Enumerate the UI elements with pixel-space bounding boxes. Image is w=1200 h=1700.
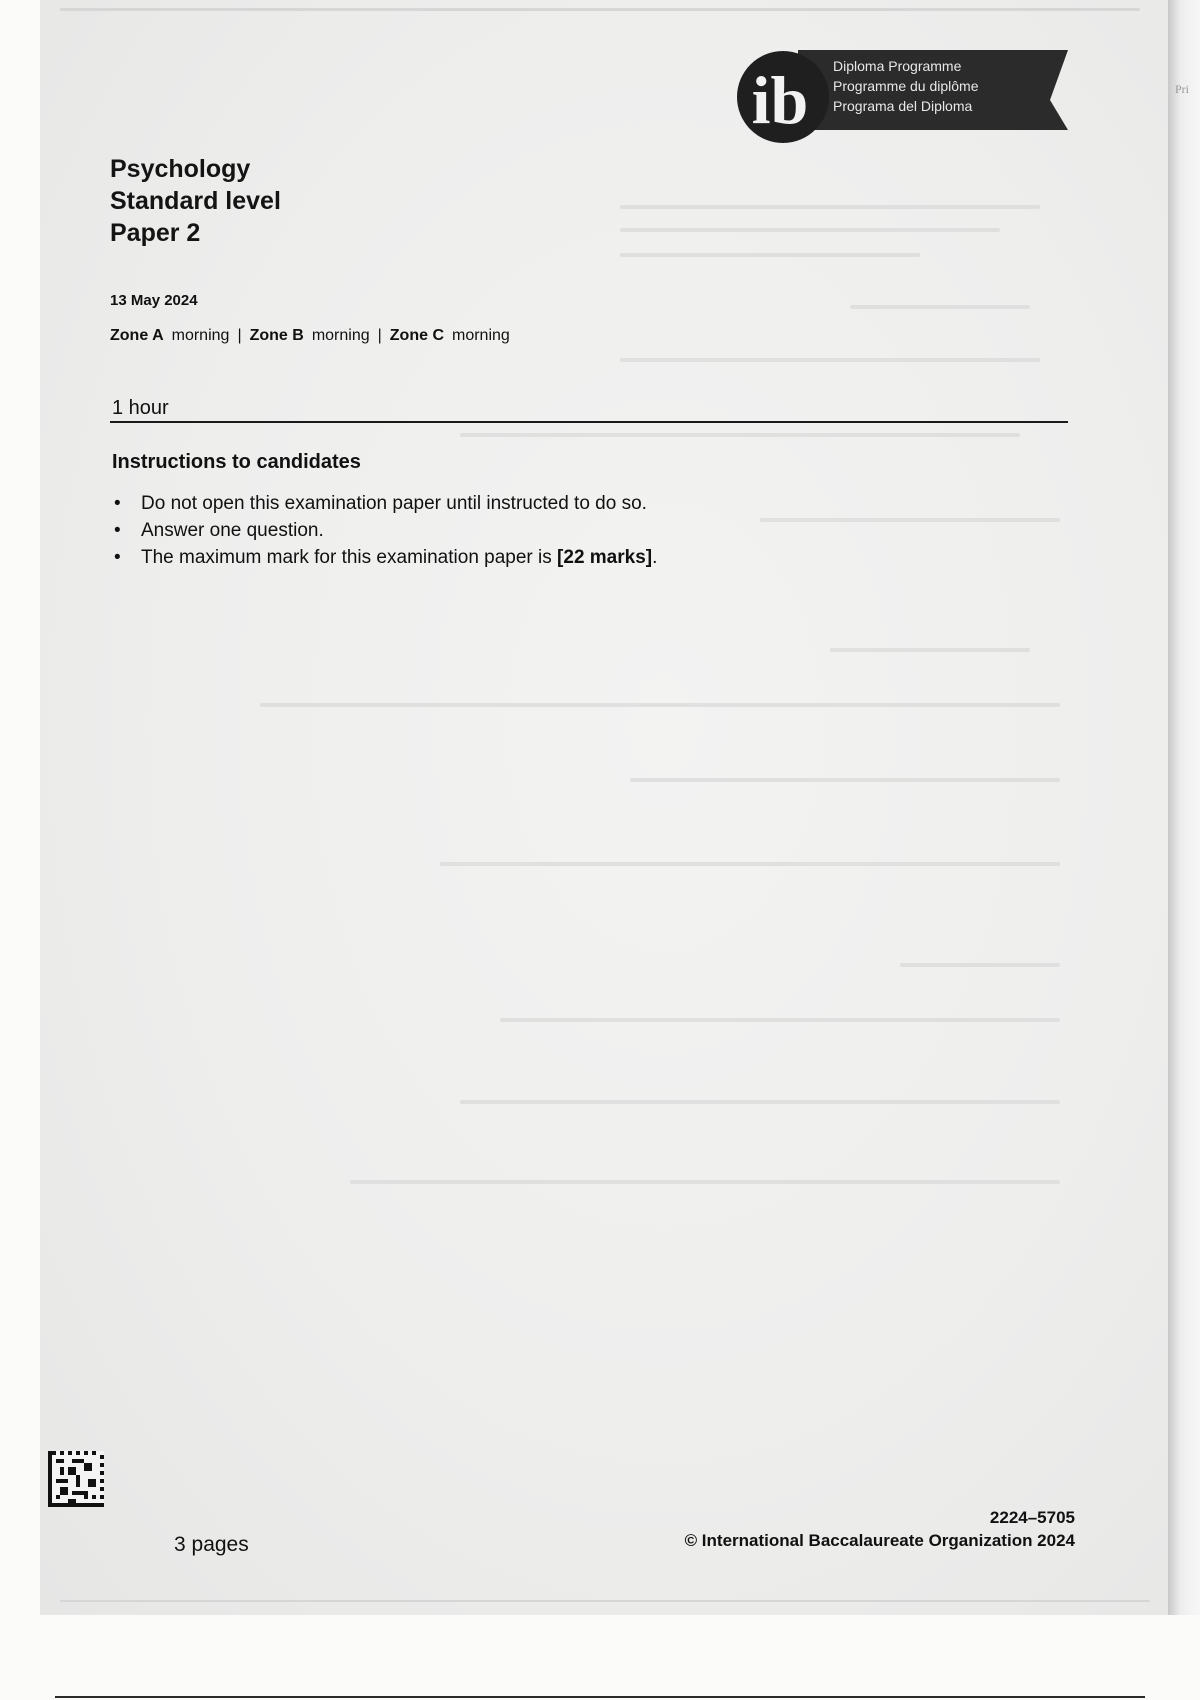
show-through-text <box>620 205 1040 209</box>
divider-rule <box>110 421 1068 423</box>
show-through-text <box>830 648 1030 652</box>
show-through-text <box>460 433 1020 437</box>
level: Standard level <box>110 187 281 215</box>
copyright-notice: © International Baccalaureate Organization 2024 <box>684 1531 1075 1550</box>
paper-code: 2224–5705 <box>989 1508 1075 1527</box>
show-through-text <box>760 518 1060 522</box>
page-count: 3 pages <box>174 1533 249 1556</box>
subject: Psychology <box>110 155 251 183</box>
zone-time: morning <box>311 327 370 344</box>
instruction-item: • Do not open this examination paper until instructed to do so. <box>112 490 657 517</box>
zone-time: morning <box>171 327 230 344</box>
scan-bottom-line <box>55 1696 1145 1698</box>
logo-line-1: Diploma Programme <box>833 58 962 74</box>
show-through-text <box>620 253 920 257</box>
zone-separator: | <box>237 327 242 344</box>
zone-times <box>110 327 510 345</box>
show-through-text <box>350 1180 1060 1184</box>
show-through-text <box>260 703 1060 707</box>
max-marks: [22 marks] <box>557 547 653 568</box>
scan-artifact <box>60 1600 1150 1602</box>
zone-label: Zone A <box>110 327 164 344</box>
exam-date: 13 May 2024 <box>110 292 198 309</box>
logo-line-2: Programme du diplôme <box>833 78 979 94</box>
show-through-text <box>460 1100 1060 1104</box>
instruction-item <box>112 544 657 571</box>
instructions-heading: Instructions to candidates <box>112 451 361 473</box>
zone-label: Zone C <box>389 327 444 344</box>
datamatrix-barcode <box>48 1451 104 1507</box>
instruction-text: The maximum mark for this examination paper is <box>141 547 558 568</box>
instruction-item: • Answer one question. <box>112 517 657 544</box>
show-through-text <box>500 1018 1060 1022</box>
instructions-list <box>112 490 657 571</box>
show-through-text <box>620 228 1000 232</box>
paper-title <box>110 153 281 249</box>
scan-artifact <box>60 8 1140 11</box>
paper-number: Paper 2 <box>110 219 201 247</box>
show-through-text <box>440 862 1060 866</box>
zone-label: Zone B <box>249 327 304 344</box>
logo-line-3: Programa del Diploma <box>833 98 973 114</box>
adjacent-page-text: Pri <box>1175 82 1190 96</box>
show-through-text <box>850 305 1030 309</box>
instruction-text-end: . <box>652 547 658 568</box>
show-through-text <box>900 963 1060 967</box>
ib-diploma-programme-logo <box>728 45 1068 145</box>
exam-duration: 1 hour <box>112 397 169 419</box>
show-through-text <box>620 358 1040 362</box>
show-through-text <box>630 778 1060 782</box>
logo-emblem-text: ib <box>751 62 809 138</box>
zone-separator: | <box>377 327 382 344</box>
adjacent-page-edge <box>1168 0 1200 1615</box>
zone-time: morning <box>452 327 510 344</box>
